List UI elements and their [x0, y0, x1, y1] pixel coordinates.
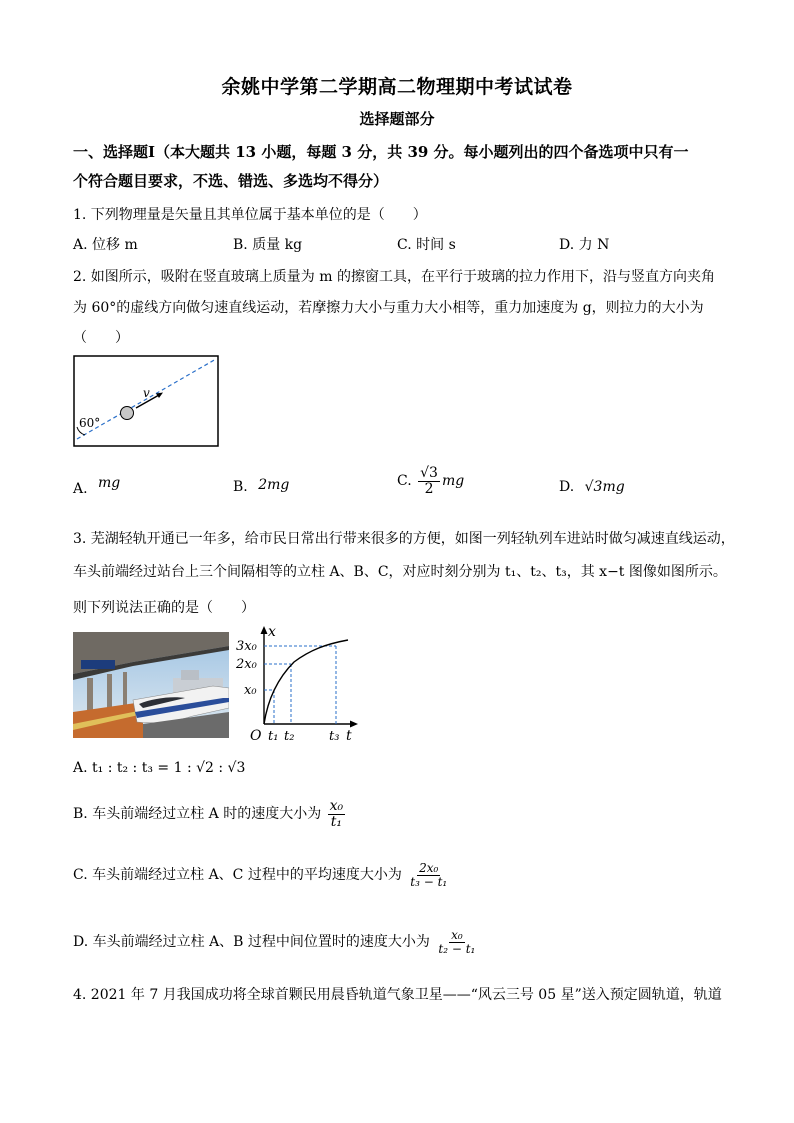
angle-label: 60°: [79, 416, 101, 430]
q3-option-b: [73, 799, 347, 829]
q2-option-a-label: A.: [73, 481, 88, 497]
q2-stem-line1: 2. 如图所示，吸附在竖直玻璃上质量为 m 的擦窗工具，在平行于玻璃的拉力作用下，沿与竖直方向夹角: [73, 269, 715, 285]
tick-t3: t₃: [329, 729, 340, 744]
section-header-line1: 一、选择题Ⅰ（本大题共 13 小题，每题 3 分，共 39 分。每小题列出的四个备选项中只有一: [73, 143, 689, 161]
q3-option-c: [73, 862, 451, 888]
x-t-graph: [234, 620, 364, 744]
q2-option-b-value: 2mg: [258, 477, 290, 493]
q2-option-d: [559, 479, 625, 495]
q3-option-d-denominator: t₂ − t₁: [438, 941, 476, 956]
q3-option-d-text: D. 车头前端经过立柱 A、B 过程中间位置时的速度大小为: [73, 934, 430, 951]
q2-stem-line3: （ ）: [73, 330, 129, 346]
q3-option-d: [73, 929, 479, 955]
q2-stem-line2: 为 60°的虚线方向做匀速直线运动，若摩擦力大小与重力大小相等，重力加速度为 g，则拉力的大小为: [73, 300, 704, 316]
q3-stem-line1: 3. 芜湖轻轨开通已一年多，给市民日常出行带来很多的方便，如图一列轻轨列车进站时做匀减速直线运动，: [73, 531, 735, 547]
x-axis-label: t: [346, 728, 352, 744]
window-cleaner-figure: [73, 355, 219, 447]
tick-t2: t₂: [284, 729, 295, 744]
q2-option-b: [233, 479, 289, 495]
q3-option-b-fraction: [328, 799, 346, 829]
q3-option-c-numerator: 2x₀: [419, 861, 439, 875]
y-axis-label: x: [268, 624, 276, 640]
q3-option-d-numerator: x₀: [451, 928, 463, 942]
q2-option-d-value: √3mg: [584, 479, 625, 495]
q3-option-c-fraction: [408, 862, 449, 888]
q2-option-c-numerator: √3: [420, 465, 438, 481]
q1-option-c: C. 时间 s: [397, 237, 456, 253]
q1-option-b: B. 质量 kg: [233, 237, 303, 253]
section-header-line2: 个符合题目要求，不选、错选、多选均不得分）: [73, 172, 389, 190]
q2-option-c-tail: mg: [441, 473, 465, 490]
glass-frame: [74, 356, 218, 446]
position-time-curve: [264, 640, 348, 724]
section-subtitle: 选择题部分: [359, 110, 435, 128]
q1-option-d: D. 力 N: [559, 237, 610, 253]
q3-option-c-denominator: t₃ − t₁: [410, 874, 448, 889]
q2-option-b-label: B.: [233, 479, 248, 495]
q3-option-c-text: C. 车头前端经过立柱 A、C 过程中的平均速度大小为: [73, 867, 402, 884]
q3-option-d-fraction: [436, 929, 477, 955]
q3-stem-line2: 车头前端经过站台上三个间隔相等的立柱 A、B、C，对应时刻分别为 t₁、t₂、t₃，其 x−t 图像如图所示。: [73, 564, 727, 580]
q1-option-a: A. 位移 m: [73, 237, 138, 253]
train-station-photo: [73, 632, 229, 738]
tick-2x0: 2x₀: [236, 657, 257, 672]
q3-option-a: A. t₁ : t₂ : t₃ = 1 : √2 : √3: [73, 760, 246, 776]
q2-option-c: [397, 466, 464, 496]
q3-option-b-denominator: t₁: [330, 813, 343, 830]
q2-option-c-label: C.: [397, 473, 412, 490]
t-axis-arrow: [350, 721, 358, 728]
origin-label: O: [250, 728, 262, 744]
q1-stem: 1. 下列物理量是矢量且其单位属于基本单位的是（ ）: [73, 207, 427, 223]
q3-option-b-numerator: x₀: [329, 798, 344, 814]
x-axis-arrow: [261, 626, 268, 634]
q2-option-d-label: D.: [559, 479, 575, 495]
exam-title: 余姚中学第二学期高二物理期中考试试卷: [221, 76, 573, 98]
q3-stem-line3: 则下列说法正确的是（ ）: [73, 600, 255, 616]
q2-option-c-denominator: 2: [424, 480, 434, 497]
q4-stem-line1: 4. 2021 年 7 月我国成功将全球首颗民用晨昏轨道气象卫星——“风云三号 05 星”送入预定圆轨道，轨道: [73, 987, 722, 1003]
q2-option-c-fraction: [418, 466, 440, 496]
tick-3x0: 3x₀: [236, 639, 257, 654]
cleaner-tool-ball: [121, 407, 134, 420]
q2-option-a: [73, 475, 121, 497]
velocity-label: v: [143, 386, 150, 400]
tick-x0: x₀: [244, 683, 257, 698]
q2-option-a-value: mg: [98, 475, 121, 491]
tick-t1: t₁: [268, 729, 279, 744]
q3-option-b-text: B. 车头前端经过立柱 A 时的速度大小为: [73, 806, 322, 823]
